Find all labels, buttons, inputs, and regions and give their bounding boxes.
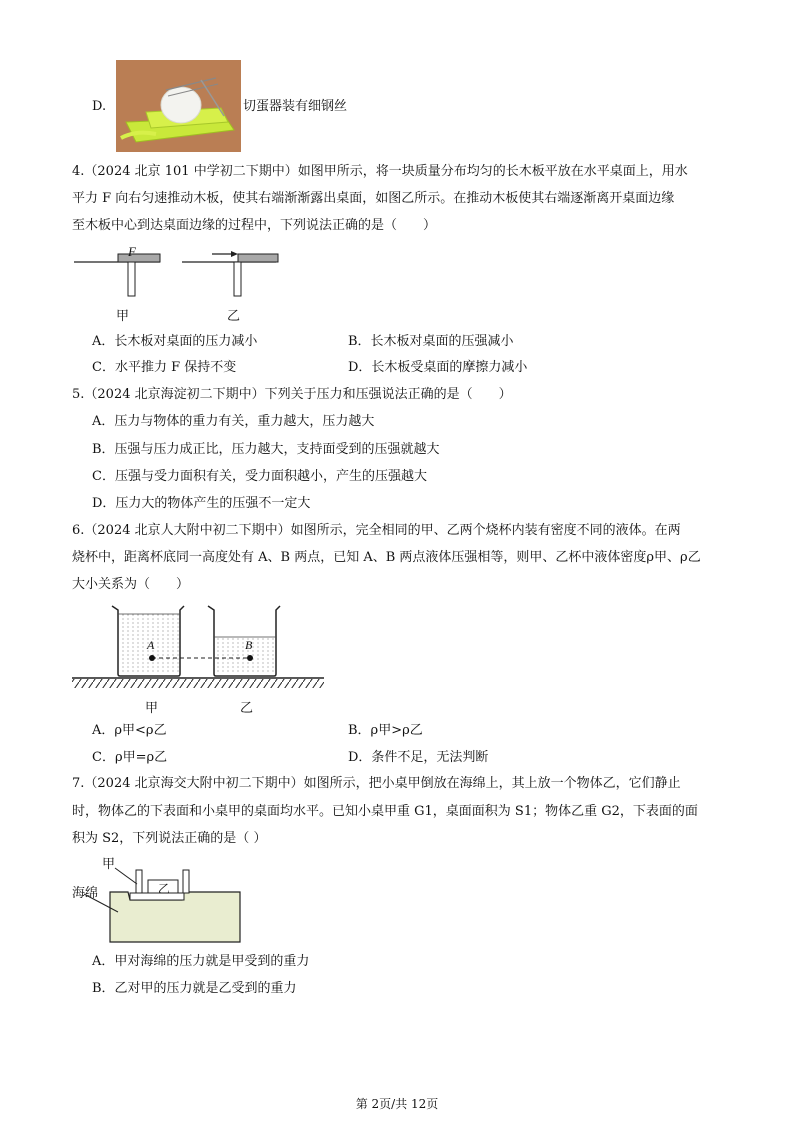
q3-option-d-text: 切蛋器装有细钢丝 — [243, 99, 348, 114]
q4-stem-line-2: 平力 F 向右匀速推动木板，使其右端渐渐露出桌面，如图乙所示。在推动木板使其右端逐渐离开桌面边缘 — [72, 191, 675, 206]
q5-option-a: A．压力与物体的重力有关，重力越大，压力越大 — [92, 414, 375, 429]
q6-option-a: A．ρ甲<ρ乙 — [92, 723, 167, 738]
q4-stem-line-3: 至木板中心到达桌面边缘的过程中，下列说法正确的是（ ） — [72, 218, 437, 233]
q7-option-a: A．甲对海绵的压力就是甲受到的重力 — [92, 954, 310, 969]
q6-option-d: D．条件不足，无法判断 — [348, 750, 489, 765]
q7-fig-label-jia: 甲 — [102, 857, 116, 872]
page-number-footer: 第 2页/共 12页 — [355, 1097, 439, 1111]
q6-fig-label-jia: 甲 — [145, 701, 159, 716]
q5-stem: 5.（2024 北京海淀初二下期中）下列关于压力和压强说法正确的是（ ） — [72, 387, 512, 402]
q6-beakers-figure — [72, 602, 327, 697]
q7-option-b: B．乙对甲的压力就是乙受到的重力 — [92, 981, 297, 996]
q4-fig-label-jia: 甲 — [116, 309, 130, 324]
q5-option-c: C．压强与受力面积有关，受力面积越小，产生的压强越大 — [92, 469, 427, 484]
q4-figure — [72, 244, 292, 324]
q7-fig-label-sponge: 海绵 — [72, 886, 99, 901]
q4-stem-line-1: 4.（2024 北京 101 中学初二下期中）如图甲所示，将一块质量分布均匀的长木板平放在水平桌面上，用水 — [72, 164, 688, 179]
q6-option-c: C．ρ甲=ρ乙 — [92, 750, 168, 765]
q5-option-d: D．压力大的物体产生的压强不一定大 — [92, 496, 311, 511]
egg-slicer-photo — [116, 60, 241, 152]
q6-point-b-label: B — [245, 638, 253, 652]
q6-stem-line-1: 6.（2024 北京人大附中初二下期中）如图所示，完全相同的甲、乙两个烧杯内装有密度不同的液体。在两 — [72, 523, 681, 538]
q5-option-b: B．压强与压力成正比，压力越大，支持面受到的压强就越大 — [92, 442, 440, 457]
q4-option-b: B．长木板对桌面的压强减小 — [348, 334, 514, 349]
q7-stem-line-3: 积为 S2，下列说法正确的是（ ） — [72, 831, 267, 846]
q7-stem-line-2: 时，物体乙的下表面和小桌甲的桌面均水平。已知小桌甲重 G1，桌面面积为 S1；物体乙重 G2，下表面的面 — [72, 804, 698, 819]
q6-stem-line-3: 大小关系为（ ） — [72, 577, 190, 592]
q4-option-c: C．水平推力 F 保持不变 — [92, 360, 237, 375]
q6-point-a-label: A — [147, 638, 155, 652]
q3-option-d-letter: D. — [92, 99, 107, 114]
q6-option-b: B．ρ甲>ρ乙 — [348, 723, 423, 738]
q4-option-d: D．长木板受桌面的摩擦力减小 — [348, 360, 528, 375]
q4-option-a: A．长木板对桌面的压力减小 — [92, 334, 258, 349]
q7-stem-line-1: 7.（2024 北京海交大附中初二下期中）如图所示，把小桌甲倒放在海绵上，其上放一个物体乙，它们静止 — [72, 776, 681, 791]
q6-stem-line-2: 烧杯中，距离杯底同一高度处有 A、B 两点，已知 A、B 两点液体压强相等，则甲、乙杯中液体密度ρ甲、ρ乙 — [72, 550, 701, 565]
q4-fig-label-yi: 乙 — [227, 309, 241, 324]
q7-fig-label-yi: 乙 — [158, 882, 171, 896]
q6-fig-label-yi: 乙 — [240, 701, 254, 716]
q4-force-label: F — [128, 244, 136, 259]
